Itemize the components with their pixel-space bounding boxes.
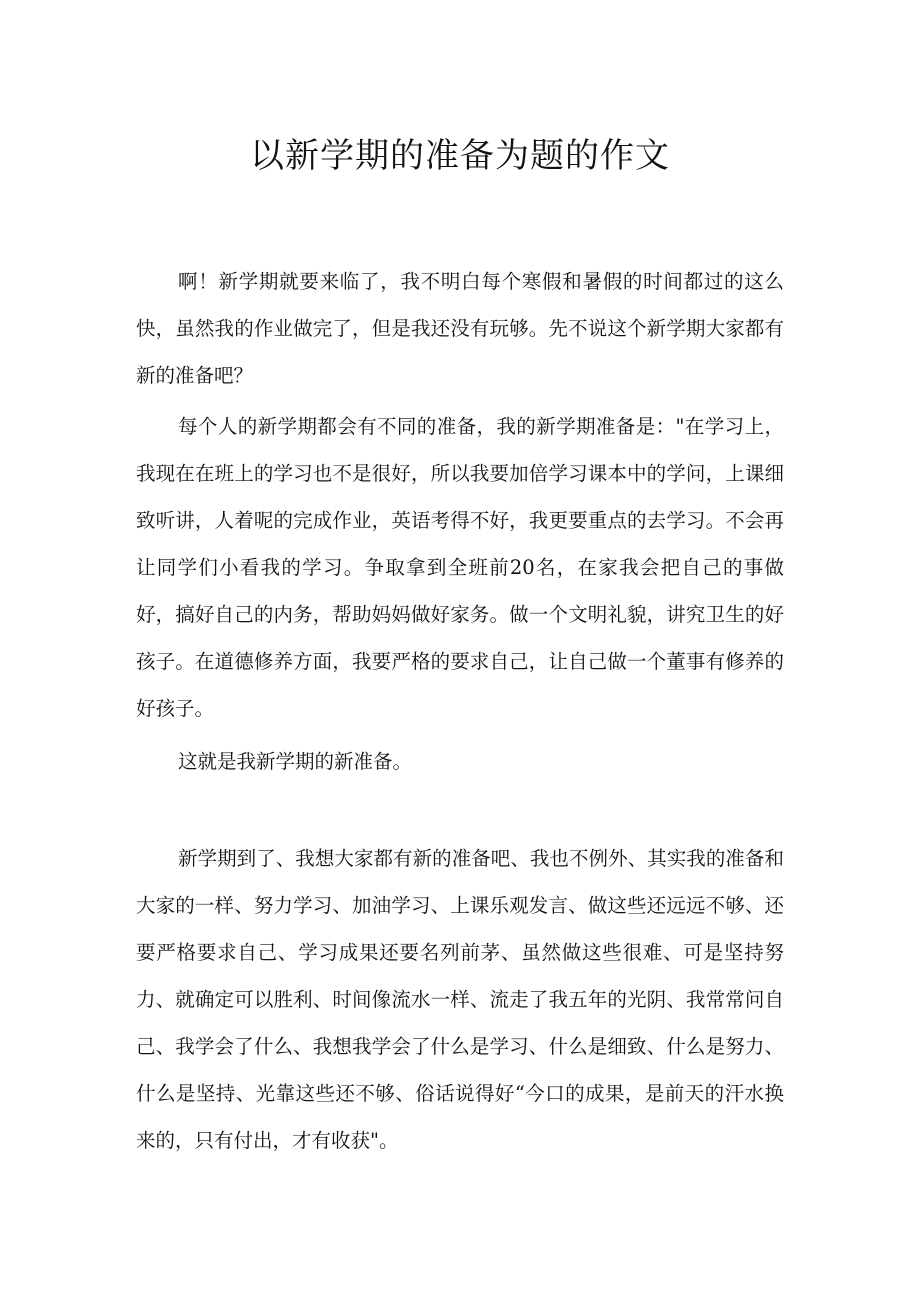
paragraph-3: 这就是我新学期的新准备。 xyxy=(178,750,413,773)
document-title: 以新学期的准备为题的作文 xyxy=(250,136,670,176)
paragraph-4: 新学期到了、我想大家都有新的准备吧、我也不例外、其实我的准备和大家的一样、努力学习、加油学习、上课乐观发言、做这些还远远不够、还要严格要求自己、学习成果还要名列前茅、虽然做这些很难、可是坚持努力、就确定可以胜利、时间像流水一样、流走了我五年的光阴、我常常问自己、我学会了什么、我想我学会了什么是学习、什么是细致、什么是努力、什么是坚持、光靠这些还不够、俗话说得好“今口的成果，是前天的汗水换来的，只有付出，才有收获"。 xyxy=(136,847,784,1152)
paragraph-2: 每个人的新学期都会有不同的准备，我的新学期准备是："在学习上，我现在在班上的学习也不是很好，所以我要加倍学习课本中的学问，上课细致听讲，人着呢的完成作业，英语考得不好，我更要重点的去学习。不会再让同学们小看我的学习。争取拿到全班前20名，在家我会把自己的事做好，搞好自己的内务，帮助妈妈做好家务。做一个文明礼貌，讲究卫生的好孩子。在道德修养方面，我要严格的要求自己，让自己做一个董事有修养的好孩子。 xyxy=(136,415,784,720)
paragraph-1: 啊！新学期就要来临了，我不明白每个寒假和暑假的时间都过的这么快，虽然我的作业做完了，但是我还没有玩够。先不说这个新学期大家都有新的准备吧？ xyxy=(136,270,784,387)
